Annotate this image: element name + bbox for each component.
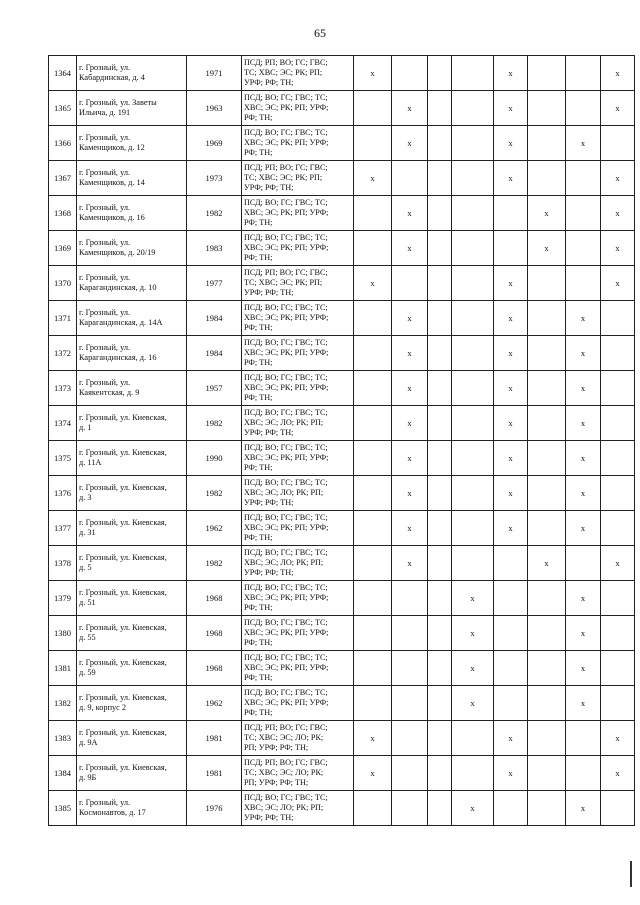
construction-year-cell: 1981 xyxy=(187,721,242,756)
mark-cell-8: х xyxy=(601,56,635,91)
construction-year-cell: 1984 xyxy=(187,301,242,336)
address-cell: г. Грозный, ул. Киевская, д. 3 xyxy=(77,476,187,511)
work-types-cell: ПСД; РП; ВО; ГС; ГВС; ТС; ХВС; ЭС; РК; РП; УРФ; РФ; ТН; xyxy=(242,266,354,301)
mark-cell-1 xyxy=(354,546,392,581)
table-row xyxy=(49,406,635,441)
work-types-cell: ПСД; ВО; ГС; ГВС; ТС; ХВС; ЭС; ЛО; РК; РП; УРФ; РФ; ТН; xyxy=(242,546,354,581)
mark-cell-1 xyxy=(354,406,392,441)
record-number-cell: 1364 xyxy=(49,56,77,91)
mark-cell-3 xyxy=(428,651,452,686)
mark-cell-1 xyxy=(354,511,392,546)
mark-cell-6 xyxy=(528,371,566,406)
mark-cell-6: х xyxy=(528,196,566,231)
mark-cell-1: х xyxy=(354,161,392,196)
mark-cell-5: х xyxy=(494,161,528,196)
mark-cell-2 xyxy=(392,756,428,791)
mark-cell-6 xyxy=(528,756,566,791)
mark-cell-4 xyxy=(452,406,494,441)
construction-year-cell: 1982 xyxy=(187,546,242,581)
mark-cell-1 xyxy=(354,651,392,686)
mark-cell-8: х xyxy=(601,546,635,581)
table-row xyxy=(49,476,635,511)
mark-cell-8 xyxy=(601,651,635,686)
mark-cell-4 xyxy=(452,266,494,301)
mark-cell-2 xyxy=(392,581,428,616)
mark-cell-5: х xyxy=(494,756,528,791)
construction-year-cell: 1971 xyxy=(187,56,242,91)
mark-cell-7 xyxy=(566,56,601,91)
table-row xyxy=(49,336,635,371)
mark-cell-2: х xyxy=(392,196,428,231)
mark-cell-7: х xyxy=(566,581,601,616)
record-number-cell: 1372 xyxy=(49,336,77,371)
mark-cell-1 xyxy=(354,196,392,231)
work-types-cell: ПСД; ВО; ГС; ГВС; ТС; ХВС; ЭС; ЛО; РК; РП; УРФ; РФ; ТН; xyxy=(242,791,354,826)
mark-cell-2: х xyxy=(392,336,428,371)
table-row xyxy=(49,56,635,91)
mark-cell-2: х xyxy=(392,511,428,546)
mark-cell-2: х xyxy=(392,476,428,511)
mark-cell-3 xyxy=(428,441,452,476)
mark-cell-6 xyxy=(528,406,566,441)
mark-cell-5 xyxy=(494,651,528,686)
record-number-cell: 1365 xyxy=(49,91,77,126)
address-cell: г. Грозный, ул. Киевская, д. 51 xyxy=(77,581,187,616)
mark-cell-8 xyxy=(601,791,635,826)
mark-cell-3 xyxy=(428,196,452,231)
mark-cell-7 xyxy=(566,161,601,196)
work-types-cell: ПСД; ВО; ГС; ГВС; ТС; ХВС; ЭС; РК; РП; УРФ; РФ; ТН; xyxy=(242,301,354,336)
mark-cell-6 xyxy=(528,126,566,161)
record-number-cell: 1378 xyxy=(49,546,77,581)
address-cell: г. Грозный, ул. Космонавтов, д. 17 xyxy=(77,791,187,826)
work-types-cell: ПСД; ВО; ГС; ГВС; ТС; ХВС; ЭС; ЛО; РК; РП; УРФ; РФ; ТН; xyxy=(242,406,354,441)
mark-cell-5: х xyxy=(494,476,528,511)
construction-year-cell: 1982 xyxy=(187,476,242,511)
mark-cell-7 xyxy=(566,546,601,581)
work-types-cell: ПСД; РП; ВО; ГС; ГВС; ТС; ХВС; ЭС; РК; РП; УРФ; РФ; ТН; xyxy=(242,161,354,196)
record-number-cell: 1376 xyxy=(49,476,77,511)
mark-cell-5: х xyxy=(494,511,528,546)
mark-cell-6 xyxy=(528,651,566,686)
construction-year-cell: 1976 xyxy=(187,791,242,826)
address-cell: г. Грозный, ул. Карагандинская, д. 16 xyxy=(77,336,187,371)
construction-year-cell: 1982 xyxy=(187,406,242,441)
work-types-cell: ПСД; РП; ВО; ГС; ГВС; ТС; ХВС; ЭС; ЛО; РК; РП; УРФ; РФ; ТН; xyxy=(242,721,354,756)
record-number-cell: 1385 xyxy=(49,791,77,826)
mark-cell-1: х xyxy=(354,56,392,91)
work-types-cell: ПСД; ВО; ГС; ГВС; ТС; ХВС; ЭС; РК; РП; УРФ; РФ; ТН; xyxy=(242,441,354,476)
mark-cell-6 xyxy=(528,791,566,826)
table-row xyxy=(49,161,635,196)
address-cell: г. Грозный, ул. Кабардинская, д. 4 xyxy=(77,56,187,91)
mark-cell-7: х xyxy=(566,476,601,511)
record-number-cell: 1380 xyxy=(49,616,77,651)
mark-cell-5: х xyxy=(494,336,528,371)
address-cell: г. Грозный, ул. Киевская, д. 9Б xyxy=(77,756,187,791)
mark-cell-5: х xyxy=(494,91,528,126)
mark-cell-1: х xyxy=(354,756,392,791)
mark-cell-3 xyxy=(428,476,452,511)
mark-cell-6 xyxy=(528,616,566,651)
mark-cell-8 xyxy=(601,581,635,616)
mark-cell-3 xyxy=(428,791,452,826)
record-number-cell: 1381 xyxy=(49,651,77,686)
mark-cell-6 xyxy=(528,581,566,616)
mark-cell-6: х xyxy=(528,231,566,266)
mark-cell-4 xyxy=(452,721,494,756)
mark-cell-3 xyxy=(428,511,452,546)
work-types-cell: ПСД; РП; ВО; ГС; ГВС; ТС; ХВС; ЭС; РК; РП; УРФ; РФ; ТН; xyxy=(242,56,354,91)
mark-cell-3 xyxy=(428,686,452,721)
mark-cell-8 xyxy=(601,686,635,721)
mark-cell-6 xyxy=(528,91,566,126)
mark-cell-3 xyxy=(428,616,452,651)
table-row xyxy=(49,581,635,616)
construction-year-cell: 1963 xyxy=(187,91,242,126)
mark-cell-7: х xyxy=(566,441,601,476)
mark-cell-2 xyxy=(392,161,428,196)
mark-cell-8: х xyxy=(601,161,635,196)
table-row xyxy=(49,196,635,231)
address-cell: г. Грозный, ул. Каменщиков, д. 16 xyxy=(77,196,187,231)
record-number-cell: 1368 xyxy=(49,196,77,231)
mark-cell-2: х xyxy=(392,301,428,336)
mark-cell-1 xyxy=(354,336,392,371)
mark-cell-5 xyxy=(494,791,528,826)
housing-registry-table xyxy=(48,55,635,826)
mark-cell-3 xyxy=(428,721,452,756)
mark-cell-8: х xyxy=(601,721,635,756)
mark-cell-2 xyxy=(392,721,428,756)
address-cell: г. Грозный, ул. Киевская, д. 1 xyxy=(77,406,187,441)
mark-cell-4 xyxy=(452,441,494,476)
mark-cell-4 xyxy=(452,336,494,371)
mark-cell-5: х xyxy=(494,441,528,476)
mark-cell-5: х xyxy=(494,266,528,301)
mark-cell-4 xyxy=(452,231,494,266)
mark-cell-2: х xyxy=(392,91,428,126)
mark-cell-1 xyxy=(354,476,392,511)
mark-cell-2 xyxy=(392,791,428,826)
address-cell: г. Грозный, ул. Заветы Ильича, д. 191 xyxy=(77,91,187,126)
address-cell: г. Грозный, ул. Киевская, д. 31 xyxy=(77,511,187,546)
mark-cell-8 xyxy=(601,301,635,336)
table-row xyxy=(49,126,635,161)
construction-year-cell: 1962 xyxy=(187,686,242,721)
work-types-cell: ПСД; ВО; ГС; ГВС; ТС; ХВС; ЭС; ЛО; РК; РП; УРФ; РФ; ТН; xyxy=(242,476,354,511)
mark-cell-2 xyxy=(392,651,428,686)
mark-cell-7: х xyxy=(566,371,601,406)
address-cell: г. Грозный, ул. Киевская, д. 59 xyxy=(77,651,187,686)
record-number-cell: 1369 xyxy=(49,231,77,266)
construction-year-cell: 1977 xyxy=(187,266,242,301)
mark-cell-4 xyxy=(452,56,494,91)
mark-cell-7 xyxy=(566,196,601,231)
record-number-cell: 1382 xyxy=(49,686,77,721)
construction-year-cell: 1983 xyxy=(187,231,242,266)
mark-cell-1 xyxy=(354,371,392,406)
table-row xyxy=(49,301,635,336)
mark-cell-4 xyxy=(452,161,494,196)
address-cell: г. Грозный, ул. Каякентская, д. 9 xyxy=(77,371,187,406)
mark-cell-3 xyxy=(428,546,452,581)
mark-cell-4: х xyxy=(452,686,494,721)
mark-cell-5 xyxy=(494,616,528,651)
work-types-cell: ПСД; ВО; ГС; ГВС; ТС; ХВС; ЭС; РК; РП; УРФ; РФ; ТН; xyxy=(242,581,354,616)
table-row xyxy=(49,511,635,546)
record-number-cell: 1379 xyxy=(49,581,77,616)
mark-cell-6 xyxy=(528,476,566,511)
address-cell: г. Грозный, ул. Каменщиков, д. 14 xyxy=(77,161,187,196)
mark-cell-4: х xyxy=(452,651,494,686)
mark-cell-5 xyxy=(494,581,528,616)
mark-cell-2: х xyxy=(392,371,428,406)
mark-cell-5 xyxy=(494,231,528,266)
table-row xyxy=(49,721,635,756)
work-types-cell: ПСД; ВО; ГС; ГВС; ТС; ХВС; ЭС; РК; РП; УРФ; РФ; ТН; xyxy=(242,616,354,651)
mark-cell-6 xyxy=(528,161,566,196)
mark-cell-4 xyxy=(452,546,494,581)
table-row xyxy=(49,686,635,721)
address-cell: г. Грозный, ул. Киевская, д. 11А xyxy=(77,441,187,476)
record-number-cell: 1375 xyxy=(49,441,77,476)
work-types-cell: ПСД; ВО; ГС; ГВС; ТС; ХВС; ЭС; РК; РП; УРФ; РФ; ТН; xyxy=(242,511,354,546)
mark-cell-3 xyxy=(428,266,452,301)
mark-cell-7: х xyxy=(566,791,601,826)
construction-year-cell: 1968 xyxy=(187,651,242,686)
page-number: 65 xyxy=(314,26,326,40)
mark-cell-4 xyxy=(452,196,494,231)
mark-cell-8 xyxy=(601,406,635,441)
mark-cell-7: х xyxy=(566,651,601,686)
mark-cell-2 xyxy=(392,266,428,301)
mark-cell-6 xyxy=(528,301,566,336)
mark-cell-7 xyxy=(566,266,601,301)
mark-cell-6 xyxy=(528,336,566,371)
construction-year-cell: 1968 xyxy=(187,581,242,616)
construction-year-cell: 1984 xyxy=(187,336,242,371)
mark-cell-8 xyxy=(601,126,635,161)
mark-cell-3 xyxy=(428,56,452,91)
mark-cell-2: х xyxy=(392,546,428,581)
mark-cell-1 xyxy=(354,616,392,651)
mark-cell-4 xyxy=(452,301,494,336)
construction-year-cell: 1990 xyxy=(187,441,242,476)
mark-cell-4 xyxy=(452,756,494,791)
mark-cell-2: х xyxy=(392,126,428,161)
mark-cell-8 xyxy=(601,511,635,546)
mark-cell-5: х xyxy=(494,301,528,336)
record-number-cell: 1367 xyxy=(49,161,77,196)
mark-cell-1 xyxy=(354,91,392,126)
mark-cell-6 xyxy=(528,56,566,91)
address-cell: г. Грозный, ул. Каменщиков, д. 20/19 xyxy=(77,231,187,266)
mark-cell-4: х xyxy=(452,616,494,651)
mark-cell-7: х xyxy=(566,406,601,441)
mark-cell-3 xyxy=(428,231,452,266)
table-row xyxy=(49,756,635,791)
mark-cell-7: х xyxy=(566,301,601,336)
table-row xyxy=(49,651,635,686)
mark-cell-5: х xyxy=(494,126,528,161)
mark-cell-1 xyxy=(354,686,392,721)
mark-cell-1 xyxy=(354,231,392,266)
mark-cell-3 xyxy=(428,756,452,791)
mark-cell-1: х xyxy=(354,721,392,756)
table-row xyxy=(49,266,635,301)
mark-cell-1 xyxy=(354,126,392,161)
construction-year-cell: 1981 xyxy=(187,756,242,791)
address-cell: г. Грозный, ул. Карагандинская, д. 10 xyxy=(77,266,187,301)
construction-year-cell: 1957 xyxy=(187,371,242,406)
mark-cell-3 xyxy=(428,336,452,371)
address-cell: г. Грозный, ул. Киевская, д. 9А xyxy=(77,721,187,756)
construction-year-cell: 1969 xyxy=(187,126,242,161)
mark-cell-8: х xyxy=(601,196,635,231)
mark-cell-2: х xyxy=(392,231,428,266)
mark-cell-7 xyxy=(566,91,601,126)
mark-cell-8 xyxy=(601,371,635,406)
mark-cell-8 xyxy=(601,336,635,371)
mark-cell-5 xyxy=(494,196,528,231)
mark-cell-8: х xyxy=(601,231,635,266)
table-row xyxy=(49,231,635,266)
work-types-cell: ПСД; ВО; ГС; ГВС; ТС; ХВС; ЭС; РК; РП; УРФ; РФ; ТН; xyxy=(242,196,354,231)
address-cell: г. Грозный, ул. Карагандинская, д. 14А xyxy=(77,301,187,336)
address-cell: г. Грозный, ул. Киевская, д. 5 xyxy=(77,546,187,581)
mark-cell-4 xyxy=(452,91,494,126)
mark-cell-8: х xyxy=(601,266,635,301)
mark-cell-4 xyxy=(452,476,494,511)
mark-cell-6 xyxy=(528,686,566,721)
address-cell: г. Грозный, ул. Киевская, д. 55 xyxy=(77,616,187,651)
mark-cell-1 xyxy=(354,301,392,336)
mark-cell-3 xyxy=(428,91,452,126)
mark-cell-4 xyxy=(452,126,494,161)
mark-cell-8: х xyxy=(601,91,635,126)
mark-cell-7: х xyxy=(566,126,601,161)
mark-cell-6 xyxy=(528,266,566,301)
scan-edge-mark xyxy=(630,861,632,887)
mark-cell-1 xyxy=(354,791,392,826)
mark-cell-3 xyxy=(428,581,452,616)
mark-cell-4: х xyxy=(452,791,494,826)
construction-year-cell: 1973 xyxy=(187,161,242,196)
work-types-cell: ПСД; ВО; ГС; ГВС; ТС; ХВС; ЭС; РК; РП; УРФ; РФ; ТН; xyxy=(242,371,354,406)
table-row xyxy=(49,791,635,826)
work-types-cell: ПСД; ВО; ГС; ГВС; ТС; ХВС; ЭС; РК; РП; УРФ; РФ; ТН; xyxy=(242,336,354,371)
mark-cell-7: х xyxy=(566,511,601,546)
table-body xyxy=(49,56,635,826)
construction-year-cell: 1968 xyxy=(187,616,242,651)
record-number-cell: 1374 xyxy=(49,406,77,441)
mark-cell-4 xyxy=(452,371,494,406)
address-cell: г. Грозный, ул. Киевская, д. 9, корпус 2 xyxy=(77,686,187,721)
mark-cell-4: х xyxy=(452,581,494,616)
mark-cell-1 xyxy=(354,581,392,616)
mark-cell-7 xyxy=(566,756,601,791)
mark-cell-4 xyxy=(452,511,494,546)
record-number-cell: 1383 xyxy=(49,721,77,756)
mark-cell-3 xyxy=(428,406,452,441)
record-number-cell: 1384 xyxy=(49,756,77,791)
record-number-cell: 1371 xyxy=(49,301,77,336)
mark-cell-2 xyxy=(392,686,428,721)
work-types-cell: ПСД; ВО; ГС; ГВС; ТС; ХВС; ЭС; РК; РП; УРФ; РФ; ТН; xyxy=(242,651,354,686)
mark-cell-7: х xyxy=(566,616,601,651)
mark-cell-7: х xyxy=(566,336,601,371)
table-row xyxy=(49,371,635,406)
address-cell: г. Грозный, ул. Каменщиков, д. 12 xyxy=(77,126,187,161)
work-types-cell: ПСД; ВО; ГС; ГВС; ТС; ХВС; ЭС; РК; РП; УРФ; РФ; ТН; xyxy=(242,231,354,266)
mark-cell-8 xyxy=(601,441,635,476)
mark-cell-1: х xyxy=(354,266,392,301)
table-row xyxy=(49,616,635,651)
mark-cell-8 xyxy=(601,616,635,651)
mark-cell-5: х xyxy=(494,721,528,756)
mark-cell-8: х xyxy=(601,756,635,791)
mark-cell-6 xyxy=(528,441,566,476)
work-types-cell: ПСД; ВО; ГС; ГВС; ТС; ХВС; ЭС; РК; РП; УРФ; РФ; ТН; xyxy=(242,91,354,126)
record-number-cell: 1366 xyxy=(49,126,77,161)
mark-cell-2: х xyxy=(392,406,428,441)
mark-cell-2: х xyxy=(392,441,428,476)
table-row xyxy=(49,441,635,476)
mark-cell-5 xyxy=(494,546,528,581)
work-types-cell: ПСД; ВО; ГС; ГВС; ТС; ХВС; ЭС; РК; РП; УРФ; РФ; ТН; xyxy=(242,686,354,721)
mark-cell-5: х xyxy=(494,406,528,441)
mark-cell-3 xyxy=(428,161,452,196)
table-row xyxy=(49,91,635,126)
construction-year-cell: 1982 xyxy=(187,196,242,231)
record-number-cell: 1377 xyxy=(49,511,77,546)
work-types-cell: ПСД; РП; ВО; ГС; ГВС; ТС; ХВС; ЭС; ЛО; РК; РП; УРФ; РФ; ТН; xyxy=(242,756,354,791)
mark-cell-2 xyxy=(392,56,428,91)
mark-cell-6: х xyxy=(528,546,566,581)
mark-cell-7 xyxy=(566,231,601,266)
mark-cell-6 xyxy=(528,511,566,546)
mark-cell-3 xyxy=(428,301,452,336)
mark-cell-8 xyxy=(601,476,635,511)
mark-cell-3 xyxy=(428,371,452,406)
mark-cell-3 xyxy=(428,126,452,161)
mark-cell-5: х xyxy=(494,371,528,406)
mark-cell-7: х xyxy=(566,686,601,721)
mark-cell-5 xyxy=(494,686,528,721)
mark-cell-7 xyxy=(566,721,601,756)
construction-year-cell: 1962 xyxy=(187,511,242,546)
record-number-cell: 1373 xyxy=(49,371,77,406)
mark-cell-2 xyxy=(392,616,428,651)
mark-cell-5: х xyxy=(494,56,528,91)
record-number-cell: 1370 xyxy=(49,266,77,301)
mark-cell-1 xyxy=(354,441,392,476)
table-row xyxy=(49,546,635,581)
mark-cell-6 xyxy=(528,721,566,756)
work-types-cell: ПСД; ВО; ГС; ГВС; ТС; ХВС; ЭС; РК; РП; УРФ; РФ; ТН; xyxy=(242,126,354,161)
